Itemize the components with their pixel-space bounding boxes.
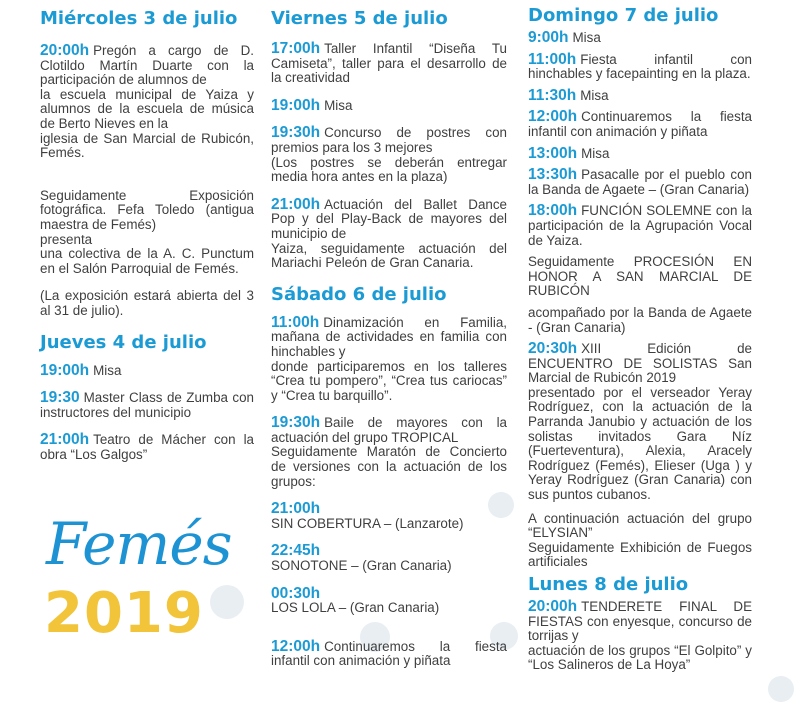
event-item [271, 42, 507, 86]
event-item [528, 31, 752, 46]
day-heading: Jueves 4 de julio [40, 331, 207, 353]
event-time: 20:30h [528, 340, 578, 358]
event-time: 00:30h [271, 584, 321, 602]
event-item [528, 144, 752, 162]
event-description: Misa [93, 362, 122, 378]
event-description: Misa [580, 87, 609, 103]
event-item [528, 110, 752, 139]
event-time: 21:00h [271, 195, 321, 213]
event-time: 21:00h [271, 500, 321, 518]
event-description: SONOTONE – (Gran Canaria) [271, 558, 452, 574]
procession-note: Seguidamente PROCESIÓN EN HONOR A SAN MARCIAL DE RUBICÓN [528, 254, 752, 299]
logo-year: 2019 [44, 581, 204, 646]
day-heading: Lunes 8 de julio [528, 574, 689, 595]
event-description: Misa [324, 97, 353, 113]
event-item [271, 584, 507, 616]
event-item [40, 44, 254, 161]
exhibition-note: Seguidamente Exposición fotográfica. Fefa Toledo (antigua maestra de Femés) presenta una colectiva de la A. C. Punctum en el Salón Parroquial de Femés. [40, 187, 254, 276]
event-item [40, 361, 254, 379]
event-time: 21:00h [40, 431, 90, 449]
event-item [40, 433, 254, 462]
event-item [271, 96, 507, 114]
event-item [528, 204, 752, 248]
event-time: 19:30h [271, 414, 321, 432]
event-time: 19:30 [40, 389, 80, 407]
event-description: TENDERETE FINAL DE FIESTAS con enyesque, concurso de torrijas y actuación de los grupos “El Golpito” y “Los Salineros de La Hoya” [528, 599, 752, 673]
day-heading: Miércoles 3 de julio [40, 8, 238, 29]
femes-logo-word: Femés [46, 510, 232, 578]
exhibition-dates-note: (La exposición estará abierta del 3 al 31 de julio). [40, 288, 254, 318]
closing-note: A continuación actuación del grupo “ELYSIAN” Seguidamente Exhibición de Fuegos artificiales [528, 510, 752, 570]
event-description: FUNCIÓN SOLEMNE con la participación de la Agrupación Vocal de Yaiza. [528, 203, 752, 248]
event-description: Pasacalle por el pueblo con la Banda de Agaete – (Gran Canaria) [528, 167, 752, 197]
event-description: Fiesta infantil con hinchables y facepainting en la plaza. [528, 51, 752, 82]
event-item [528, 168, 752, 197]
column-friday-saturday [271, 0, 507, 682]
event-item [271, 195, 507, 271]
event-time: 19:00h [40, 361, 90, 379]
event-description: Taller Infantil “Diseña Tu Camiseta”, taller para el desarrollo de la creatividad [271, 41, 507, 86]
event-description: Misa [572, 30, 601, 45]
event-time: 13:30h [528, 166, 578, 184]
event-description: XIII Edición de ENCUENTRO DE SOLISTAS San Marcial de Rubicón 2019 presentado por el verseador Yeray Rodríguez, con la actuación de la Parranda Janubio y actuación de los solistas invitados Gara Níz (Fuerteventura), Alexia, Aracely Rodríguez (Femés), Elieser (Uga ) y Yeray Rodríguez (Gran Canaria) con sus puntos cubanos. [528, 341, 752, 503]
event-time: 19:00h [271, 96, 321, 114]
event-time: 18:00h [528, 202, 578, 220]
event-time: 11:00h [271, 313, 320, 331]
event-item [271, 126, 507, 184]
event-description: Continuaremos la fiesta infantil con animación y piñata [528, 109, 752, 139]
event-item [528, 50, 752, 82]
column-sunday-monday [528, 0, 752, 686]
event-description: Baile de mayores con la actuación del grupo TROPICAL Seguidamente Maratón de Concierto de versiones con la actuación de los grupos: [271, 415, 507, 489]
event-time: 19:30h [271, 124, 321, 142]
event-time: 11:00h [528, 50, 577, 68]
column-wednesday-thursday [40, 0, 254, 475]
event-description: Pregón a cargo de D. Clotildo Martín Duarte con la participación de alumnos de la escuela municipal de Yaiza y alumnos de la escuela de música de Berto Nieves en la iglesia de San Marcial de Rubicón, Femés. [40, 43, 254, 161]
event-time: 12:00h [528, 108, 578, 126]
event-item [271, 502, 507, 531]
event-item [271, 544, 507, 573]
procession-band-note: acompañado por la Banda de Agaete - (Gran Canaria) [528, 304, 752, 335]
event-item [528, 86, 752, 104]
event-description: Actuación del Ballet Dance Pop y del Play-Back de mayores del municipio de Yaiza, seguidamente actuación del Mariachi Peleón de Gran Canaria. [271, 196, 507, 271]
background-circle [768, 676, 794, 702]
event-description: Continuaremos la fiesta infantil con animación y piñata [271, 638, 507, 669]
event-time: 17:00h [271, 40, 321, 57]
event-item [528, 342, 752, 503]
event-time: 22:45h [271, 542, 321, 560]
event-time: 20:00h [40, 42, 90, 59]
event-item [271, 313, 507, 404]
event-description: SIN COBERTURA – (Lanzarote) [271, 515, 464, 531]
event-time: 9:00h [528, 29, 569, 46]
event-description: Teatro de Mácher con la obra “Los Galgos” [40, 432, 254, 462]
event-time: 20:00h [528, 598, 578, 615]
event-time: 11:30h [528, 86, 577, 104]
background-circle [210, 585, 244, 619]
event-item [271, 637, 507, 669]
event-description: LOS LOLA – (Gran Canaria) [271, 600, 440, 616]
day-heading: Domingo 7 de julio [528, 5, 719, 26]
event-time: 12:00h [271, 637, 321, 655]
event-description: Concurso de postres con premios para los 3 mejores (Los postres se deberán entregar media hora antes en la plaza) [271, 125, 507, 185]
day-heading: Viernes 5 de julio [271, 8, 448, 29]
event-description: Master Class de Zumba con instructores del municipio [40, 390, 254, 420]
day-heading: Sábado 6 de julio [271, 283, 447, 305]
event-item [40, 391, 254, 420]
event-description: Dinamización en Familia, mañana de actividades en familia con hinchables y donde participaremos en los talleres “Crea tu pompero”, “Crea tus cariocas” y “Crea tu barquillo”. [271, 314, 507, 403]
event-item [528, 600, 752, 673]
event-time: 13:00h [528, 144, 578, 162]
event-description: Misa [581, 145, 610, 161]
event-item [271, 416, 507, 489]
